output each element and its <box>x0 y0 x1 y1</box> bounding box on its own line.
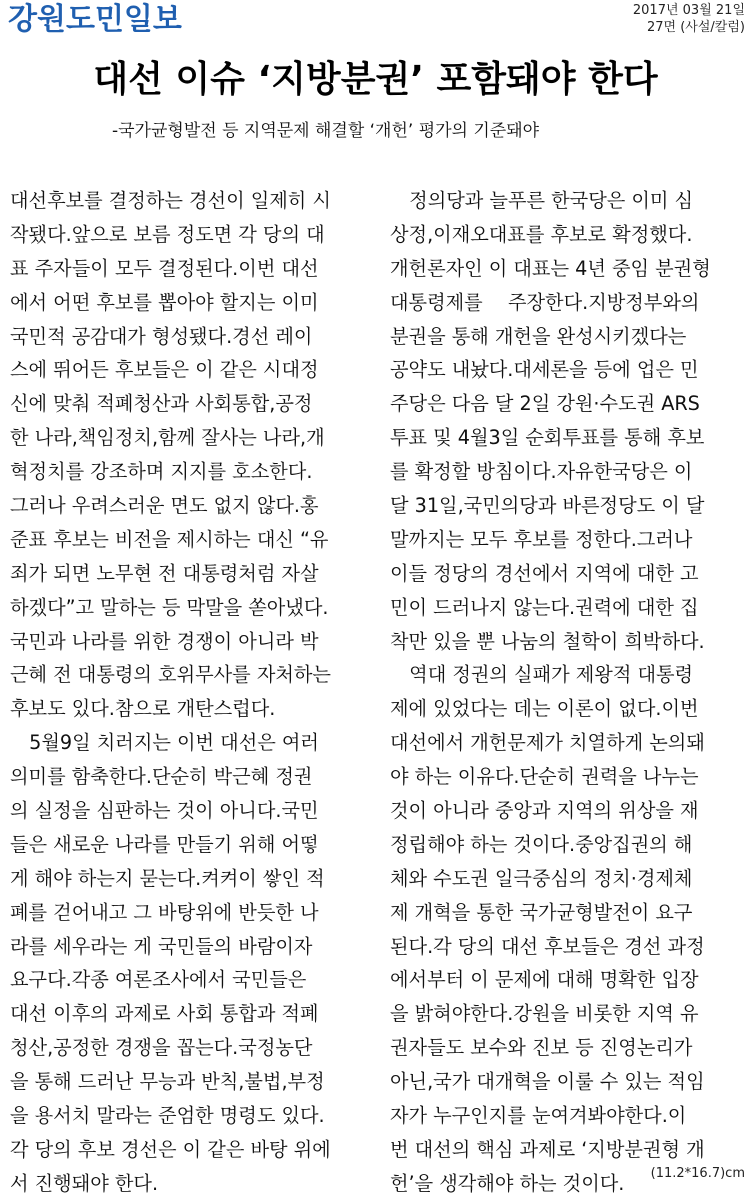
body-text-line: 체와 수도권 일극중심의 정치·경제체 <box>390 866 693 890</box>
article-body-right-column <box>390 184 751 1201</box>
body-text-line: 야 하는 이유다.단순히 권력을 나누는 <box>390 765 699 789</box>
body-text-line: 을 용서치 말라는 준엄한 명령도 있다. <box>10 1104 325 1128</box>
body-text-line: 이들 정당의 경선에서 지역에 대한 고 <box>390 561 699 585</box>
body-text-line: 민이 드러나지 않는다.권력에 대한 집 <box>390 595 699 619</box>
body-text-line: 5월9일 치러지는 이번 대선은 여러 <box>10 731 319 755</box>
body-text-line: 투표 및 4월3일 순회투표를 통해 후보 <box>390 426 705 450</box>
body-text-line: 정의당과 늘푸른 한국당은 이미 심 <box>390 189 694 212</box>
body-text-line: 신에 맞춰 적폐청산과 사회통합,공정 <box>10 392 313 416</box>
body-text-line: 권자들도 보수와 진보 등 진영논리가 <box>390 1036 693 1060</box>
body-text-line: 착만 있을 뿐 나눔의 철학이 희박하다. <box>390 629 705 653</box>
body-text-line: 말까지는 모두 후보를 정한다.그러나 <box>390 527 693 551</box>
body-text-line: 근혜 전 대통령의 호위무사를 자처하는 <box>10 663 331 687</box>
body-text-line: 청산,공정한 경쟁을 꼽는다.국정농단 <box>10 1036 313 1060</box>
body-text-line: 제 개혁을 통한 국가균형발전이 요구 <box>390 900 693 924</box>
body-text-line: 아닌,국가 대개혁을 이룰 수 있는 적임 <box>390 1070 705 1094</box>
body-text-line: 을 밝혀야한다.강원을 비롯한 지역 유 <box>390 1002 699 1026</box>
body-text-line: 의미를 함축한다.단순히 박근혜 정권 <box>10 765 313 789</box>
body-text-line: 에서 어떤 후보를 뽑아야 할지는 이미 <box>10 290 319 314</box>
body-text-line: 표 주자들이 모두 결정된다.이번 대선 <box>10 256 319 280</box>
body-text-line: 을 통해 드러난 무능과 반칙,불법,부정 <box>10 1070 325 1094</box>
body-text-line: 달 31일,국민의당과 바른정당도 이 달 <box>390 494 705 518</box>
article-body-left-column <box>10 184 372 1201</box>
newspaper-masthead: 강원도민일보 <box>8 2 182 37</box>
body-text-line: 들은 새로운 나라를 만들기 위해 어떻 <box>10 832 319 856</box>
body-text-line: 라를 세우라는 게 국민들의 바람이자 <box>10 934 313 958</box>
body-text-line: 자가 누구인지를 눈여겨봐야한다.이 <box>390 1104 687 1128</box>
article-headline: 대선 이슈 ‘지방분권’ 포함돼야 한다 <box>93 59 658 100</box>
body-text-line: 그러나 우려스러운 면도 없지 않다.홍 <box>10 494 319 518</box>
body-text-line: 헌’을 생각해야 하는 것이다. <box>390 1171 625 1195</box>
page-section: 27면 (사설/칼럼) <box>647 20 745 35</box>
body-text-line: 후보도 있다.참으로 개탄스럽다. <box>10 697 276 721</box>
body-text-line: 대선후보를 결정하는 경선이 일제히 시 <box>10 189 331 212</box>
body-text-line: 각 당의 후보 경선은 이 같은 바탕 위에 <box>10 1137 331 1161</box>
body-text-line: 하겠다”고 말하는 등 막말을 쏟아냈다. <box>10 595 329 619</box>
body-text-line: 정립해야 하는 것이다.중앙집권의 해 <box>390 832 693 856</box>
body-text-line: 분권을 통해 개헌을 완성시키겠다는 <box>390 324 687 348</box>
body-text-line: 의 실정을 심판하는 것이 아니다.국민 <box>10 799 319 823</box>
body-text-line: 대선 이후의 과제로 사회 통합과 적폐 <box>10 1002 319 1026</box>
body-text-line: 폐를 걷어내고 그 바탕위에 반듯한 나 <box>10 900 319 924</box>
dateline <box>633 2 745 36</box>
publication-date: 2017년 03월 21일 <box>632 3 745 18</box>
body-text-line: 대선에서 개헌문제가 치열하게 논의돼 <box>390 731 705 755</box>
body-text-line: 번 대선의 핵심 과제로 ‘지방분권형 개 <box>390 1137 705 1161</box>
body-text-line: 혁정치를 강조하며 지지를 호소한다. <box>10 460 313 484</box>
body-text-line: 한 나라,책임정치,함께 잘사는 나라,개 <box>10 426 325 450</box>
body-text-line: 제에 있었다는 데는 이론이 없다.이번 <box>390 697 699 721</box>
body-text-line: 상정,이재오대표를 후보로 확정했다. <box>390 222 693 246</box>
body-text-line: 서 진행돼야 한다. <box>10 1171 159 1195</box>
body-text-line: 국민적 공감대가 형성됐다.경선 레이 <box>10 324 313 348</box>
body-text-line: 국민과 나라를 위한 경쟁이 아니라 박 <box>10 629 319 653</box>
article-subheadline: -국가균형발전 등 지역문제 해결할 ‘개헌’ 평가의 기준돼야 <box>112 121 540 141</box>
body-text-line: 된다.각 당의 대선 후보들은 경선 과정 <box>390 934 705 958</box>
body-text-line: 게 해야 하는지 묻는다.켜켜이 쌓인 적 <box>10 866 325 890</box>
body-text-line: 대통령제를 주장한다.지방정부와의 <box>390 290 700 314</box>
body-text-line: 역대 정권의 실패가 제왕적 대통령 <box>390 663 694 687</box>
body-text-line: 것이 아니라 중앙과 지역의 위상을 재 <box>390 799 699 823</box>
body-text-line: 스에 뛰어든 후보들은 이 같은 시대정 <box>10 358 319 382</box>
body-text-line: 죄가 되면 노무현 전 대통령처럼 자살 <box>10 561 319 585</box>
body-text-line: 작됐다.앞으로 보름 정도면 각 당의 대 <box>10 222 325 246</box>
body-text-line: 주당은 다음 달 2일 강원·수도권 ARS <box>390 392 700 416</box>
body-text-line: 개헌론자인 이 대표는 4년 중임 분권형 <box>390 256 711 280</box>
article-size-note: (11.2*16.7)cm <box>650 1166 745 1181</box>
body-text-line: 준표 후보는 비전을 제시하는 대신 “유 <box>10 527 329 551</box>
body-text-line: 공약도 내놨다.대세론을 등에 업은 민 <box>390 358 699 382</box>
body-text-line: 요구다.각종 여론조사에서 국민들은 <box>10 968 307 992</box>
body-text-line: 에서부터 이 문제에 대해 명확한 입장 <box>390 968 699 992</box>
body-text-line: 를 확정할 방침이다.자유한국당은 이 <box>390 460 693 484</box>
